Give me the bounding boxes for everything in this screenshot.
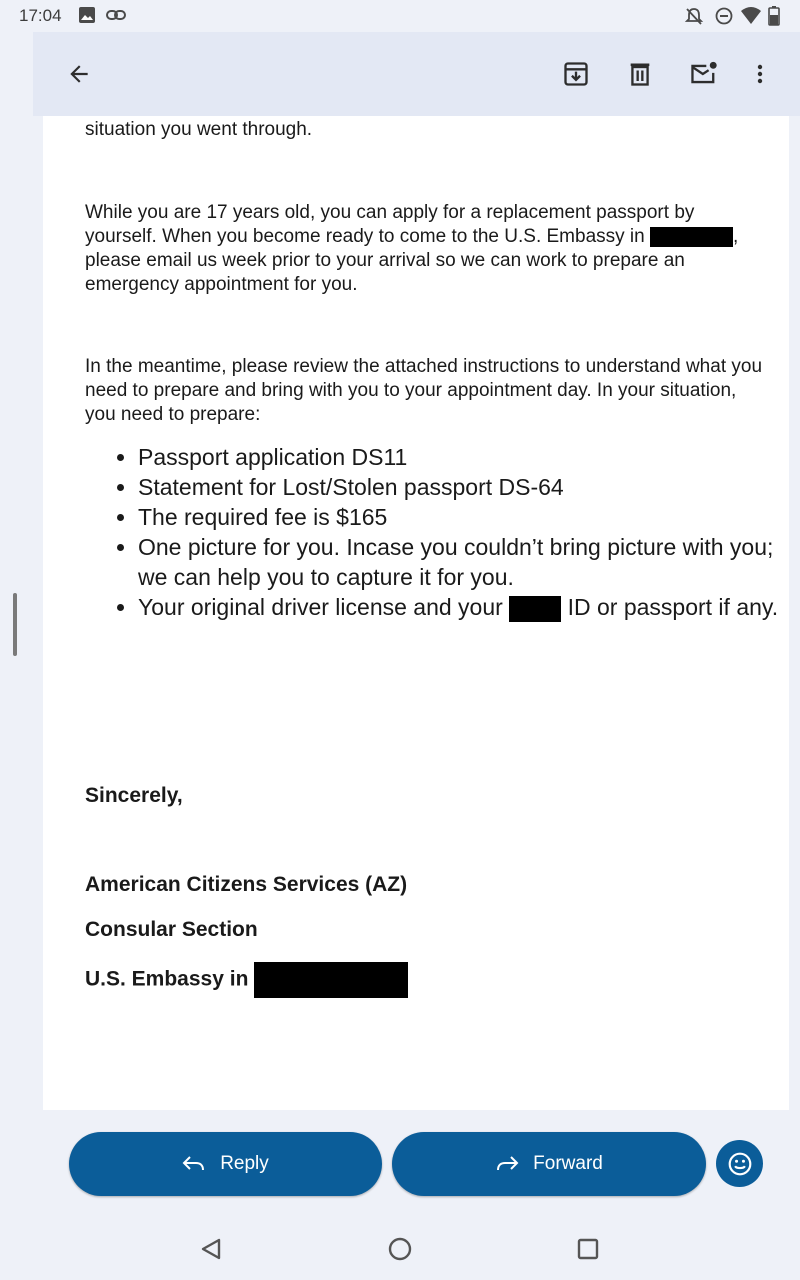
wifi-icon	[740, 6, 762, 31]
system-navigation-bar	[0, 1217, 800, 1280]
mark-unread-button[interactable]	[680, 50, 728, 98]
mark-unread-icon	[689, 60, 719, 88]
redacted-block	[650, 227, 733, 247]
list-item	[138, 592, 789, 622]
status-time: 17:04	[19, 6, 62, 25]
signature-line-2: Consular Section	[85, 918, 258, 941]
paragraph-text: While you are 17 years old, you can apply for a replacement passport by yourself. When you become ready to come to the U.S. Embassy in	[85, 202, 695, 247]
forward-icon	[495, 1154, 519, 1174]
forward-button[interactable]	[392, 1132, 706, 1196]
email-toolbar	[33, 32, 800, 116]
archive-icon	[562, 60, 590, 88]
list-item: • One picture for you. Incase you couldn’t bring picture with you; we can help you to capture it for you.	[138, 532, 789, 592]
smiley-icon	[727, 1151, 753, 1177]
forward-label: Forward	[533, 1153, 603, 1174]
more-options-icon	[748, 60, 772, 88]
circle-home-icon	[387, 1236, 413, 1262]
back-button[interactable]	[55, 50, 103, 98]
link-icon	[106, 6, 126, 29]
image-icon	[78, 6, 96, 29]
nav-home-button[interactable]	[384, 1233, 416, 1265]
signature-closing: Sincerely,	[85, 784, 183, 807]
list-item-text: Your original driver license and your	[138, 594, 510, 620]
list-item-text: ID or passport if any.	[561, 594, 779, 620]
signature-line-1: American Citizens Services (AZ)	[85, 873, 408, 896]
email-body	[43, 116, 789, 1110]
archive-button[interactable]	[552, 50, 600, 98]
list-item: • Statement for Lost/Stolen passport DS-64	[138, 472, 789, 502]
triangle-back-icon	[199, 1237, 223, 1261]
reply-icon	[182, 1154, 206, 1174]
nav-back-button[interactable]	[195, 1233, 227, 1265]
paragraph-instructions: In the meantime, please review the attached instructions to understand what you need to prepare and bring with you to your appointment day. In your situation, you need to prepare:	[85, 356, 763, 425]
emoji-reaction-button[interactable]	[716, 1140, 763, 1187]
paragraph-replacement-passport	[85, 201, 755, 297]
scroll-handle[interactable]	[13, 593, 17, 656]
signature-line-3	[85, 962, 408, 998]
back-arrow-icon	[66, 61, 92, 87]
redacted-block	[509, 596, 561, 622]
list-item: • The required fee is $165	[138, 502, 789, 532]
requirements-list	[85, 442, 789, 622]
battery-icon	[768, 6, 780, 31]
reply-button[interactable]	[69, 1132, 382, 1196]
partial-text-line: situation you went through.	[85, 119, 313, 140]
signature-text: U.S. Embassy in	[85, 967, 249, 991]
nav-recents-button[interactable]	[572, 1233, 604, 1265]
notifications-off-icon	[684, 6, 704, 31]
do-not-disturb-icon	[714, 6, 734, 31]
list-item: • Passport application DS11	[138, 442, 789, 472]
more-options-button[interactable]	[736, 50, 784, 98]
paragraph-text: , please email us week prior to your arrival so we can work to prepare an emergency appointment for you.	[85, 226, 739, 295]
status-bar	[0, 0, 800, 32]
delete-button[interactable]	[616, 50, 664, 98]
square-recents-icon	[576, 1237, 600, 1261]
reply-label: Reply	[220, 1153, 269, 1174]
delete-icon	[626, 60, 654, 88]
redacted-block	[254, 962, 408, 998]
